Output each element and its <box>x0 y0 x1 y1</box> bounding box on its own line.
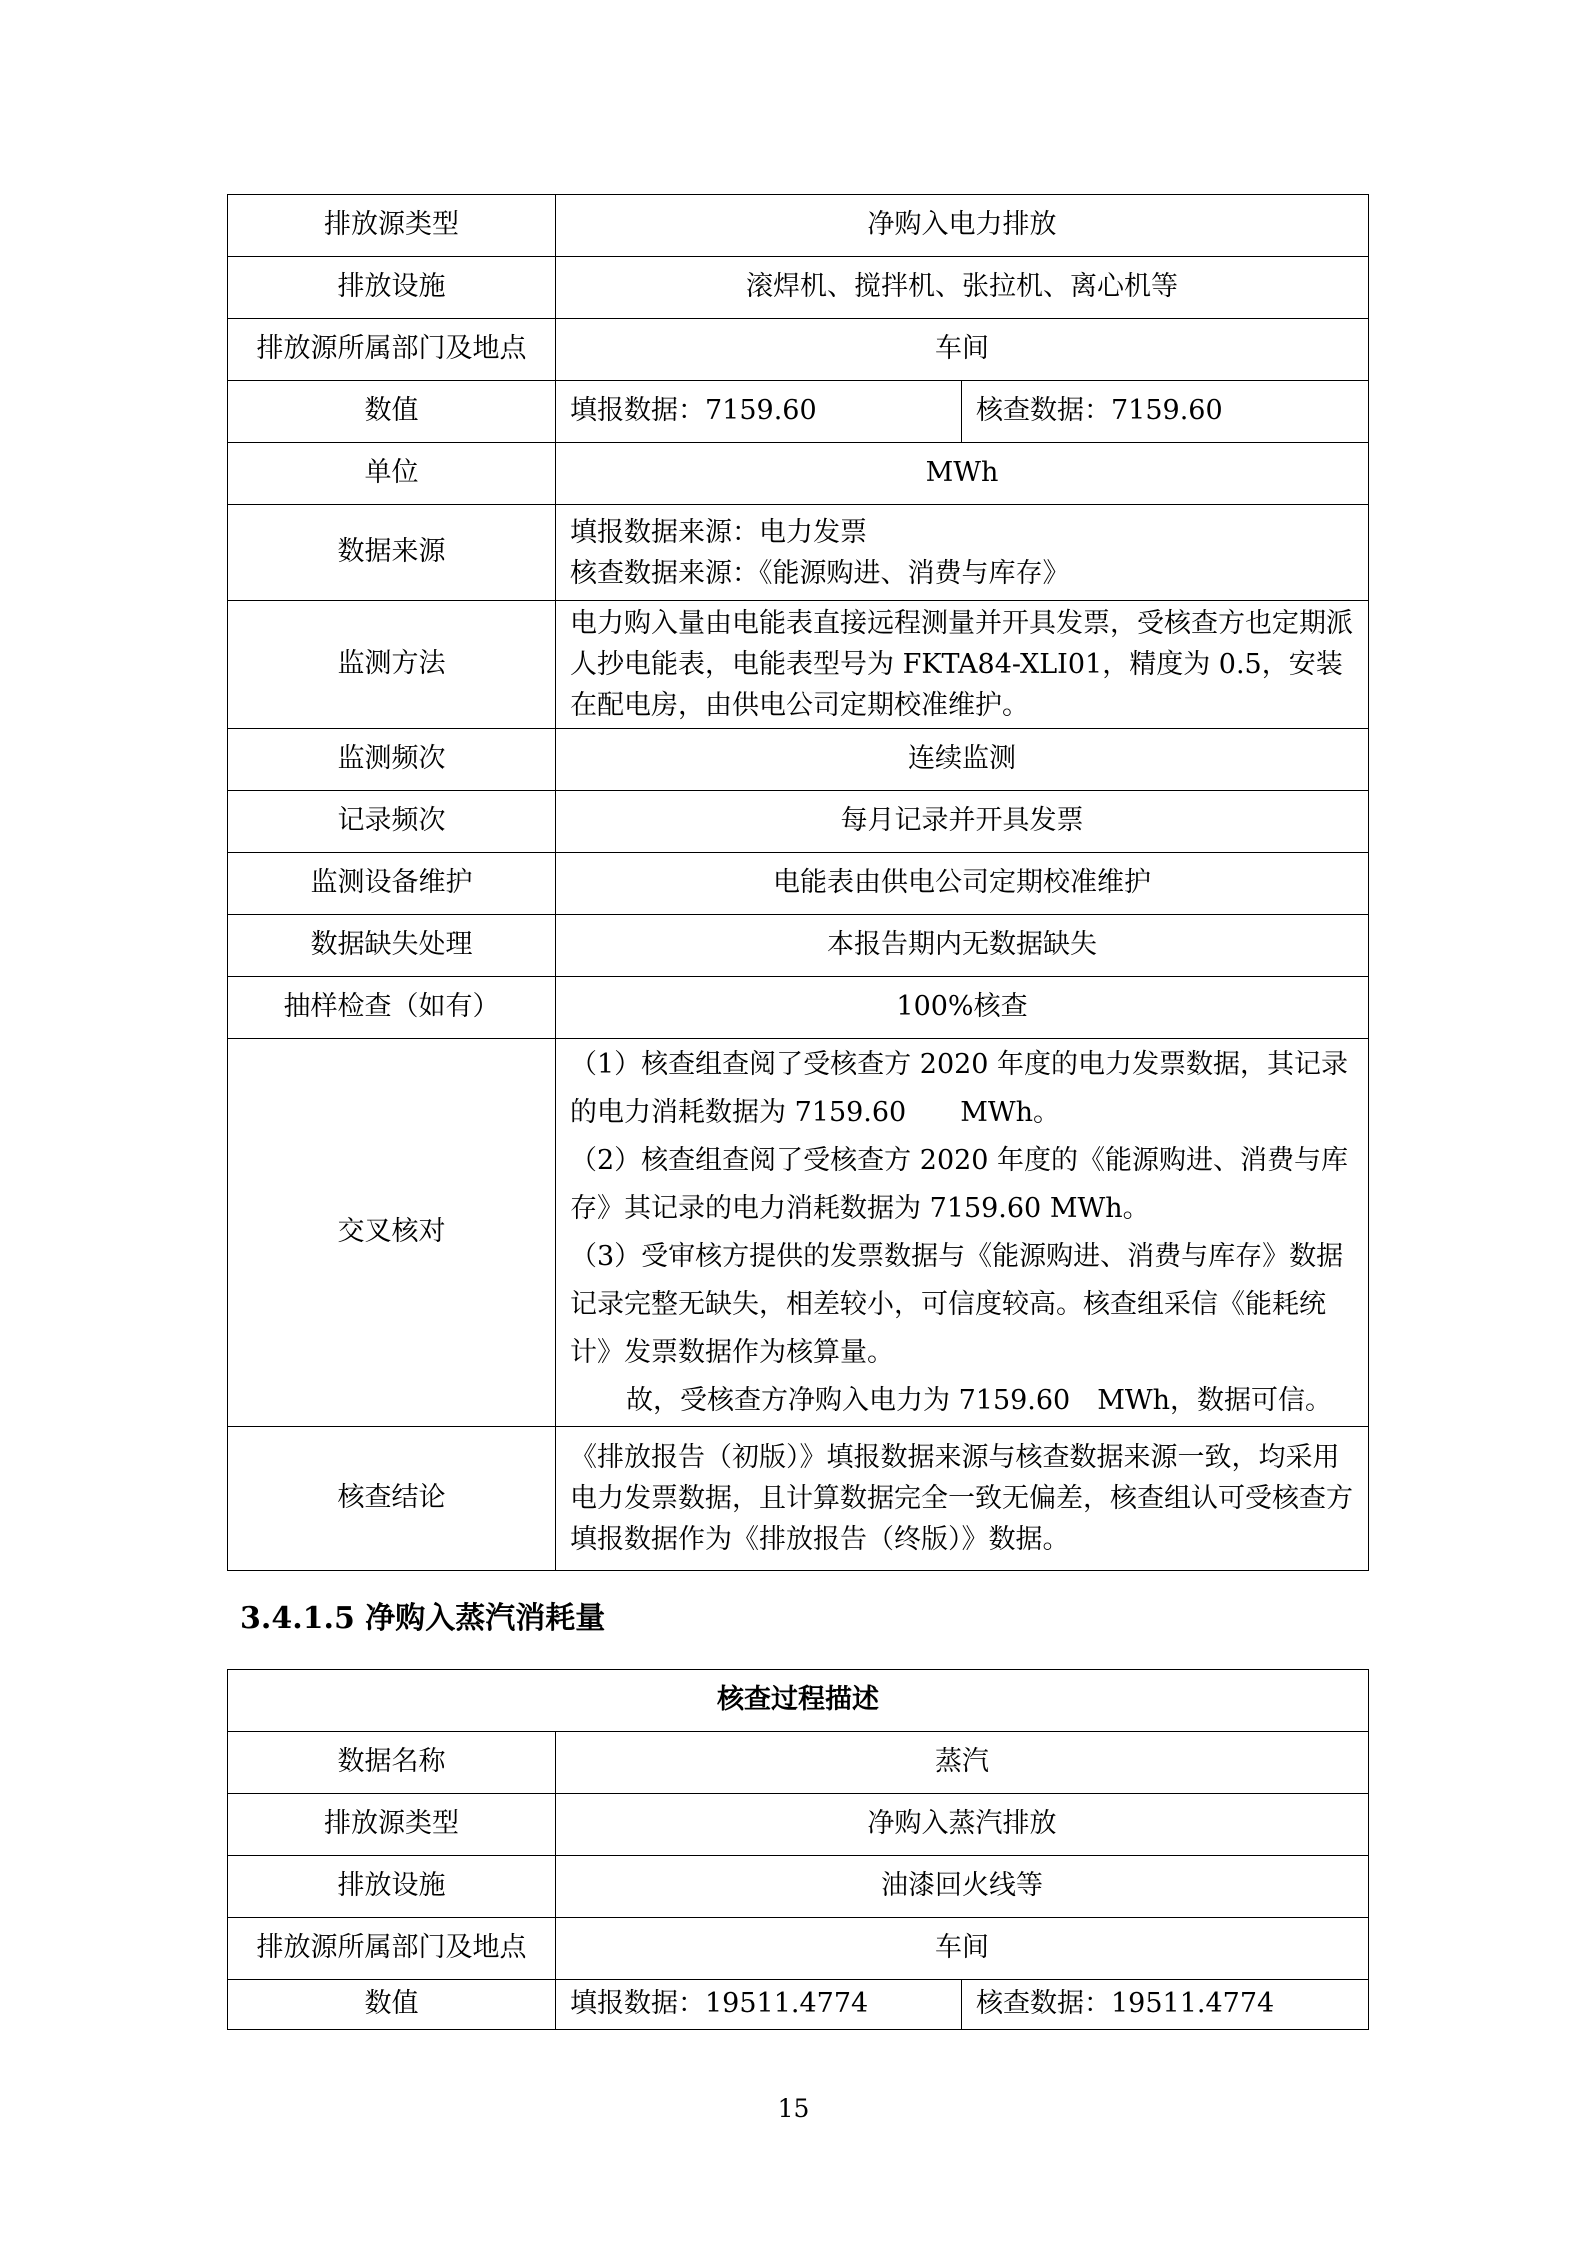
verification-conclusion-text: 《排放报告（初版）》填报数据来源与核查数据来源一致，均采用电力发票数据，且计算数据完全一致无偏差，核查组认可受核查方填报数据作为《排放报告（终版）》数据。 <box>556 1427 1369 1571</box>
row-label: 排放设施 <box>228 1856 556 1918</box>
table-row <box>228 1732 1369 1794</box>
row-label: 排放源所属部门及地点 <box>228 1918 556 1980</box>
row-value: 车间 <box>556 1918 1369 1980</box>
verified-value: 核查数据：7159.60 <box>962 381 1369 443</box>
cross-check-conclusion: 故，受核查方净购入电力为 7159.60 MWh，数据可信。 <box>626 1384 1333 1416</box>
row-value: 每月记录并开具发票 <box>556 791 1369 853</box>
row-label: 抽样检查（如有） <box>228 977 556 1039</box>
table-row <box>228 1794 1369 1856</box>
section-heading: 3.4.1.5 净购入蒸汽消耗量 <box>240 1601 606 1636</box>
table-row <box>228 601 1369 729</box>
reported-source: 填报数据来源：电力发票 <box>570 516 867 548</box>
row-label: 交叉核对 <box>228 1039 556 1427</box>
table-header: 核查过程描述 <box>228 1670 1369 1732</box>
verified-source: 核查数据来源：《能源购进、消费与库存》 <box>570 557 1070 589</box>
row-value: 滚焊机、搅拌机、张拉机、离心机等 <box>556 257 1369 319</box>
row-label: 监测频次 <box>228 729 556 791</box>
reported-value: 填报数据：7159.60 <box>556 381 962 443</box>
table-row <box>228 915 1369 977</box>
table-row <box>228 729 1369 791</box>
electricity-verification-table <box>227 194 1369 1571</box>
row-label: 排放设施 <box>228 257 556 319</box>
verified-value: 核查数据：19511.4774 <box>962 1980 1369 2030</box>
row-label: 监测方法 <box>228 601 556 729</box>
steam-verification-table <box>227 1669 1369 2030</box>
monitoring-method-text: 电力购入量由电能表直接远程测量并开具发票，受核查方也定期派人抄电能表，电能表型号为 FKTA84-XLI01，精度为 0.5，安装在配电房，由供电公司定期校准维护。 <box>556 601 1369 729</box>
row-label: 数据缺失处理 <box>228 915 556 977</box>
row-label: 排放源类型 <box>228 1794 556 1856</box>
cross-check-paragraph: （2）核查组查阅了受核查方 2020 年度的《能源购进、消费与库存》其记录的电力消耗数据为 7159.60 MWh。 <box>570 1144 1349 1224</box>
row-value: 净购入蒸汽排放 <box>556 1794 1369 1856</box>
row-label: 核查结论 <box>228 1427 556 1571</box>
row-label: 数据名称 <box>228 1732 556 1794</box>
table-header-row <box>228 1670 1369 1732</box>
row-value: 车间 <box>556 319 1369 381</box>
table-row <box>228 1427 1369 1571</box>
row-value: 连续监测 <box>556 729 1369 791</box>
row-label: 数据来源 <box>228 505 556 601</box>
page-number: 15 <box>777 2094 810 2123</box>
row-value: 蒸汽 <box>556 1732 1369 1794</box>
table-row <box>228 319 1369 381</box>
table-row <box>228 791 1369 853</box>
table-row <box>228 381 1369 443</box>
cross-check-paragraph: （1）核查组查阅了受核查方 2020 年度的电力发票数据，其记录的电力消耗数据为 7159.60 MWh。 <box>570 1048 1349 1128</box>
row-label: 记录频次 <box>228 791 556 853</box>
table-row <box>228 1918 1369 1980</box>
table-row <box>228 1039 1369 1427</box>
row-value: 本报告期内无数据缺失 <box>556 915 1369 977</box>
row-label: 监测设备维护 <box>228 853 556 915</box>
table-row <box>228 977 1369 1039</box>
table-row <box>228 853 1369 915</box>
reported-value: 填报数据：19511.4774 <box>556 1980 962 2030</box>
row-label: 排放源所属部门及地点 <box>228 319 556 381</box>
table-row <box>228 257 1369 319</box>
row-label: 单位 <box>228 443 556 505</box>
cross-check-cell <box>556 1039 1369 1427</box>
table-row <box>228 1856 1369 1918</box>
row-value: 油漆回火线等 <box>556 1856 1369 1918</box>
row-value: 电能表由供电公司定期校准维护 <box>556 853 1369 915</box>
row-label: 排放源类型 <box>228 195 556 257</box>
row-label: 数值 <box>228 381 556 443</box>
cross-check-paragraph: （3）受审核方提供的发票数据与《能源购进、消费与库存》数据记录完整无缺失，相差较小，可信度较高。核查组采信《能耗统计》发票数据作为核算量。 <box>570 1240 1344 1368</box>
row-label: 数值 <box>228 1980 556 2030</box>
table-row <box>228 1980 1369 2030</box>
row-value: 100%核查 <box>556 977 1369 1039</box>
table-row <box>228 195 1369 257</box>
table-row <box>228 505 1369 601</box>
data-source-cell <box>556 505 1369 601</box>
table-row <box>228 443 1369 505</box>
row-value: 净购入电力排放 <box>556 195 1369 257</box>
unit-value: MWh <box>556 443 1369 505</box>
